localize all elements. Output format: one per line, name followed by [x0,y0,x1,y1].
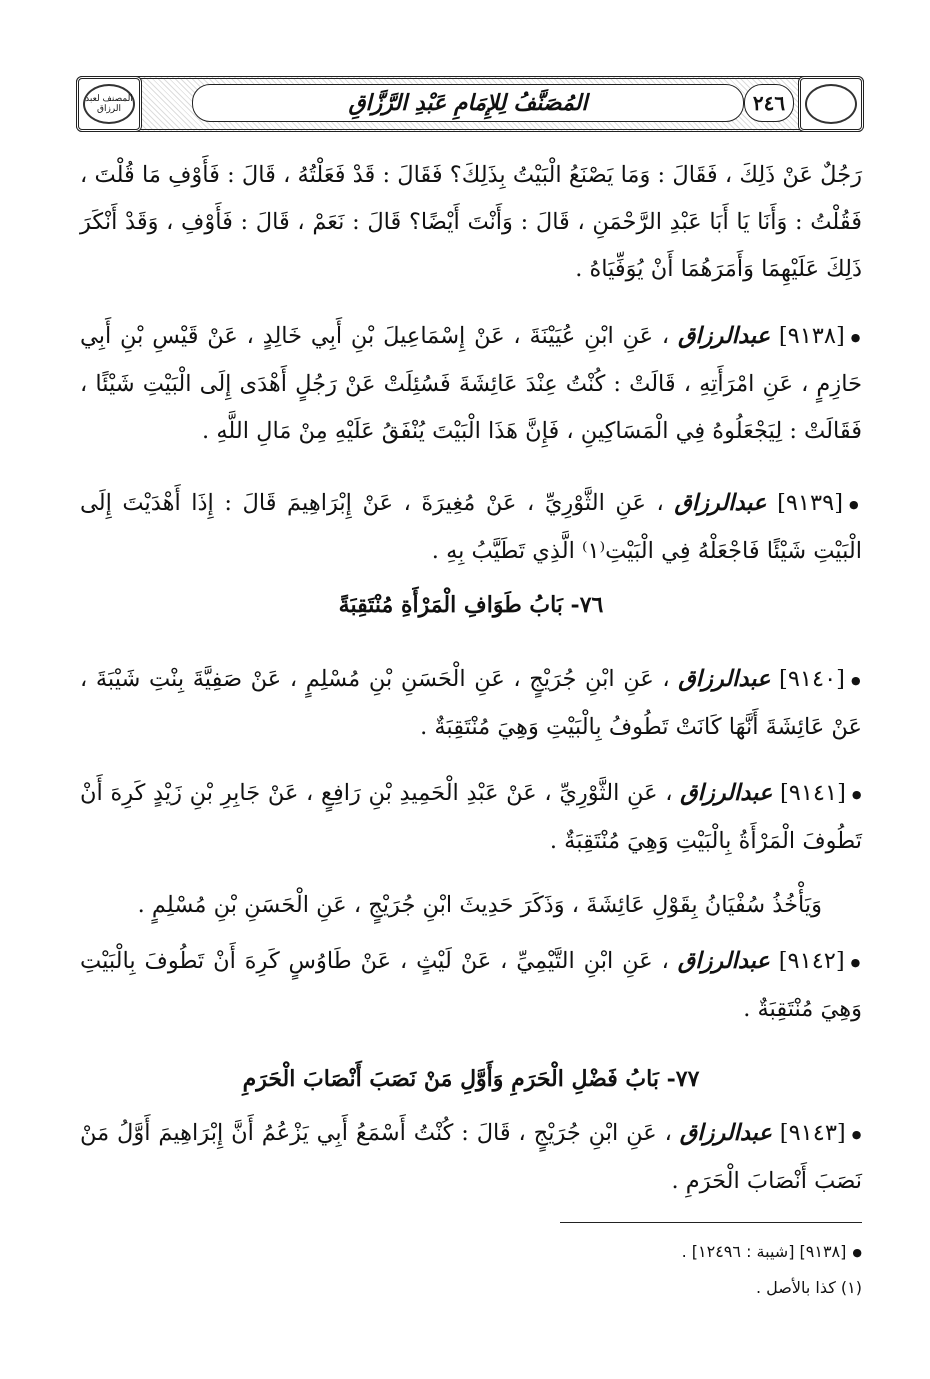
footnote-1-text: (١) كذا بالأصل . [755,1278,862,1297]
chapter-heading-76: ٧٦- بَابُ طَوَافِ الْمَرْأَةِ مُنْتَقِبَةً [338,592,604,618]
hadith-number: [٩١٣٩] [777,490,843,516]
hadith-number: [٩١٣٨] [778,323,845,349]
hadith-author: عبدالرزاق [679,1120,772,1146]
hadith-number: [٩١٤٣] [779,1120,846,1146]
ornament-right [798,76,864,132]
ornament-left [76,76,142,132]
hadith-9138 [80,313,862,455]
hadith-paragraph [80,1110,862,1205]
page-number: ٢٤٦ [752,91,786,115]
hadith-number: [٩١٤٠] [779,666,845,692]
hadith-paragraph [80,938,862,1033]
hadith-text: ، عَنِ ابْنِ جُرَيْجٍ ، قَالَ : كُنْتُ أَسْمَعُ أَبِي يَزْعُمُ أَنَّ إِبْرَاهِيمَ أَوَّلُ مَنْ نَصَبَ أَنْصَابَ الْحَرَمِ . [80,1120,862,1194]
book-title: المُصَنَّفُ لِلإِمَامِ عَبْدِ الرَّزَّاقِ [348,90,588,116]
hadith-number: [٩١٤٢] [778,948,845,974]
hadith-author: عبدالرزاق [674,490,767,516]
hadith-number: [٩١٤١] [779,780,846,806]
hadith-9141 [80,770,862,865]
hadith-text: ، عَنِ الثَّوْرِيِّ ، عَنْ عَبْدِ الْحَمِيدِ بْنِ رَافِعٍ ، عَنْ جَابِرِ بْنِ زَيْدٍ كَرِهَ أَنْ تَطُوفَ الْمَرْأَةُ بِالْبَيْتِ وَهِيَ مُنْتَقِبَةٌ . [80,780,862,854]
paragraph-sufyan [80,882,862,929]
hadith-author: عبدالرزاق [678,666,771,692]
hadith-author: عبدالرزاق [677,948,770,974]
paragraph-continuation [80,152,862,293]
footnote-source-text: ● [٩١٣٨] [شيبة : ١٢٤٩٦] . [682,1242,862,1261]
footnote-1 [80,1278,862,1297]
hadith-9140 [80,656,862,751]
chapter-heading-77: ٧٧- بَابُ فَضْلِ الْحَرَمِ وَأَوَّلِ مَنْ نَصَبَ أَنْصَابَ الْحَرَمِ [242,1066,700,1092]
hadith-text: ، عَنِ ابْنِ جُرَيْجٍ ، عَنِ الْحَسَنِ بْنِ مُسْلِمٍ ، عَنْ صَفِيَّةَ بِنْتِ شَيْبَةَ ، عَنْ عَائِشَةَ أَنَّهَا كَانَتْ تَطُوفُ بِالْبَيْتِ وَهِيَ مُنْتَقِبَةٌ . [80,666,862,740]
hadith-9143 [80,1110,862,1205]
hadith-9142 [80,938,862,1033]
ornament-text: المصنف لعبد الرزاق [85,94,133,114]
hadith-author: عبدالرزاق [677,323,771,349]
hadith-paragraph [80,770,862,865]
page-header [76,76,864,132]
hadith-9139 [80,480,862,575]
ornament-medallion [83,84,135,124]
page-number-box [744,84,794,122]
paragraph-text: رَجُلٌ عَنْ ذَلِكَ ، فَقَالَ : وَمَا يَصْنَعُ الْبَيْتُ بِذَلِكَ؟ فَقَالَ : قَدْ فَعَلْتُهُ ، قَالَ : فَأَوْفِ مَا قُلْتَ ، فَقُلْتُ : وَأَنَا يَا أَبَا عَبْدِ الرَّحْمَنِ ، قَالَ : وَأَنْتَ أَيْضًا؟ قَالَ : نَعَمْ ، قَالَ : فَأَوْفِ ، وَقَدْ أَنْكَرَ ذَلِكَ عَلَيْهِمَا وَأَمَرَهُمَا أَنْ يُوَفِّيَاهُ . [80,162,862,282]
hadith-text: ، عَنِ ابْنِ عُيَيْنَةَ ، عَنْ إِسْمَاعِيلَ بْنِ أَبِي خَالِدٍ ، عَنْ قَيْسِ بْنِ أَبِي حَازِمٍ ، عَنِ امْرَأَتِهِ ، قَالَتْ : كُنْتُ عِنْدَ عَائِشَةَ فَسُئِلَتْ عَنْ رَجُلٍ أَهْدَى إِلَى الْبَيْتِ شَيْئًا ، فَقَالَتْ : لِيَجْعَلُوهُ فِي الْمَسَاكِينِ ، فَإِنَّ هَذَا الْبَيْتَ يُنْفَقُ عَلَيْهِ مِنْ مَالِ اللَّهِ . [80,323,862,444]
footnote-source [80,1242,862,1261]
hadith-paragraph [80,656,862,751]
hadith-text: ، عَنِ الثَّوْرِيِّ ، عَنْ مُغِيرَةَ ، عَنْ إِبْرَاهِيمَ قَالَ : إِذَا أَهْدَيْتَ إِلَى الْبَيْتِ شَيْئًا فَاجْعَلْهُ فِي الْبَيْتِ⁽١⁾ الَّذِي تَطَيَّبُ بِهِ . [80,490,862,564]
hadith-author: عبدالرزاق [680,780,773,806]
paragraph-text: وَيَأْخُذُ سُفْيَانُ بِقَوْلِ عَائِشَةَ ، وَذَكَرَ حَدِيثَ ابْنِ جُرَيْجٍ ، عَنِ الْحَسَنِ بْنِ مُسْلِمٍ . [137,892,822,918]
hadith-text: ، عَنِ ابْنِ التَّيْمِيِّ ، عَنْ لَيْثٍ ، عَنْ طَاوُسٍ كَرِهَ أَنْ تَطُوفَ بِالْبَيْتِ وَهِيَ مُنْتَقِبَةٌ . [80,948,862,1022]
header-title-box [192,84,744,122]
ornament-medallion-right [805,84,857,124]
hadith-paragraph [80,313,862,455]
footnote-separator [560,1222,862,1223]
hadith-paragraph [80,480,862,575]
